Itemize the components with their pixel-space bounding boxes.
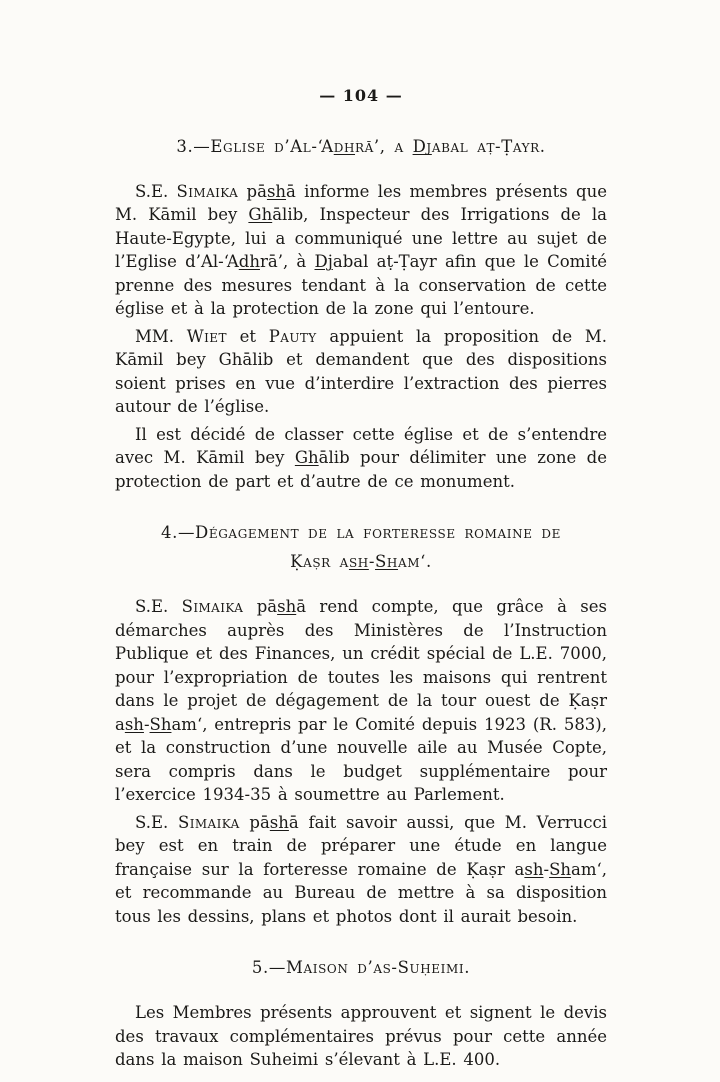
section-4-paragraph-1: S.E. Simaika pāshā rend compte, que grâce à ses démarches auprès des Ministères de l’Instruction Publique et des Finances, un crédit spécial de L.E. 7000, pour l’expropriation de toutes les maisons qui rentrent dans le projet de dégagement de la tour ouest de Ḳaṣr ash-Sham‘, entrepris par le Comité depuis 1923 (R. 583), et la construction d’une nouvelle aile au Musée Copte, sera compris dans le budget supplémentaire pour l’exercice 1934-35 à soumettre au Parlement.: [115, 597, 607, 805]
section-3-paragraph-2: MM. Wiet et Pauty appuient la proposition de M. Kāmil bey Ghālib et demandent que des dispositions soient prises en vue d’interdire l’extraction des pierres autour de l’église.: [115, 326, 607, 417]
section-3-paragraph-1: S.E. Simaika pāshā informe les membres présents que M. Kāmil bey Ghālib, Inspecteur des Irrigations de la Haute-Egypte, lui a communiqué une lettre au sujet de l’Eglise d’Al-‘Adhrā’, à Djabal aṭ-Ṭayr afin que le Comité prenne des mesures tendant à la conservation de cette église et à la protection de la zone qui l’entoure.: [115, 181, 608, 319]
section-3-heading: 3.—Eglise d’Al-‘Adhrā’, a Djabal aṭ-Ṭayr.: [176, 137, 546, 156]
section-4-heading: 4.—Dégagement de la forteresse romaine de Ḳaṣr ash-Sham‘.: [161, 523, 561, 572]
section-4-paragraph-2: S.E. Simaika pāshā fait savoir aussi, que M. Verrucci bey est en train de préparer une étude en langue française sur la forteresse romaine de Ḳaṣr ash-Sham‘, et recommande au Bureau de mettre à sa disposition tous les dessins, plans et photos dont il aurait besoin.: [115, 812, 607, 926]
section-3-paragraph-3: Il est décidé de classer cette église et de s’entendre avec M. Kāmil bey Ghālib pour délimiter une zone de protection de part et d’autre de ce monument.: [115, 424, 608, 491]
page-number: — 104 —: [319, 86, 403, 105]
page-body: [115, 133, 607, 1072]
section-5-heading: 5.—Maison d’as-Suḥeimi.: [251, 958, 471, 978]
section-5-paragraph-1: Les Membres présents approuvent et signent le devis des travaux complémentaires prévus pour cette année dans la maison Suheimi s’élevant à L.E. 400.: [115, 1003, 607, 1069]
